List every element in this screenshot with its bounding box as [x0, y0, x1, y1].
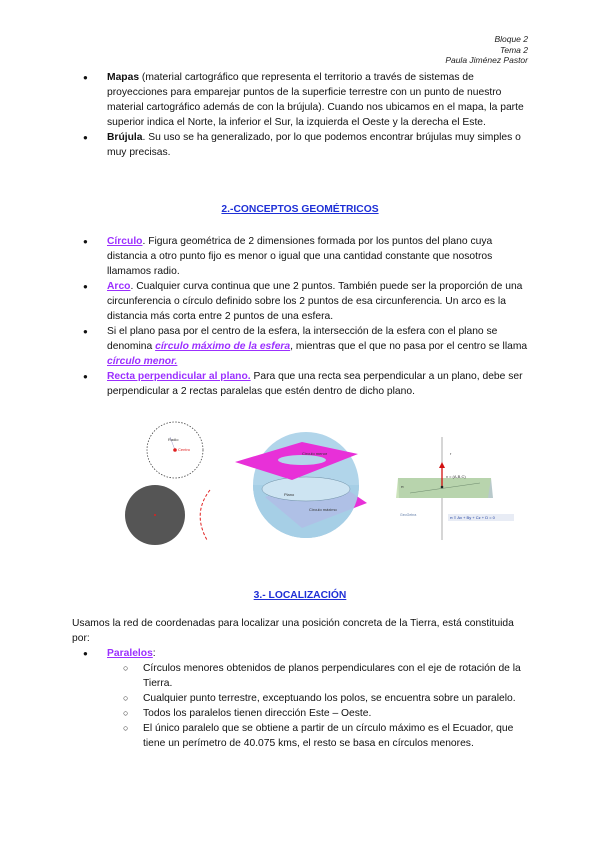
- header-block: Bloque 2: [494, 34, 528, 44]
- term-recta: Recta perpendicular al plano.: [107, 371, 251, 382]
- term-circulo-maximo: círculo máximo de la esfera: [155, 341, 291, 352]
- label-ecuacion: π ≡ Ax + By + Cz + D = 0: [450, 515, 495, 520]
- sub-item: ○ Cualquier punto terrestre, exceptuando los polos, se encuentra sobre un paralelo.: [143, 691, 528, 706]
- label-radio: Radio: [168, 437, 179, 442]
- text-recta: Para que una recta sea perpendicular a un plano, debe ser perpendicular a 2 rectas paralelas que estén dentro de dicho plano.: [107, 371, 523, 397]
- header-topic: Tema 2: [499, 44, 528, 55]
- text-mapas: (material cartográfico que representa el territorio a través de sistemas de proyecciones para emparejar puntos de la superficie terrestre con un punto de nuestro material cartográfico además de con la brújula). Cuando nos ubicamos en el mapa, la parte superior indica el Norte, la inferior el Sur, la izquierda el Oeste y la derecha el Este.: [107, 72, 524, 128]
- plane-figure: [396, 437, 514, 540]
- text-plano-2: , mientras que el que no pasa por el centro se llama: [290, 341, 528, 352]
- label-pi: π: [401, 484, 404, 489]
- sub-item: ○ Círculos menores obtenidos de planos perpendiculares con el eje de rotación de la Tierra.: [143, 661, 528, 691]
- section3-intro: Usamos la red de coordenadas para localizar una posición concreta de la Tierra, está constituida por:: [72, 618, 514, 644]
- text-brujula: . Su uso se ha generalizado, por lo que podemos encontrar brújulas muy simples o muy precisas.: [107, 132, 521, 158]
- arc-shape: [200, 490, 210, 540]
- header-author: Paula Jiménez Pastor: [445, 55, 528, 65]
- term-brujula: Brújula: [107, 132, 143, 143]
- foot-point: [441, 486, 444, 489]
- term-paralelos: Paralelos: [107, 648, 153, 659]
- text-circulo: . Figura geométrica de 2 dimensiones formada por los puntos del plano cuya distancia a otro punto fijo es menor o igual que una cantidad constante que nosotros llamamos radio.: [107, 236, 493, 277]
- small-circle: [278, 455, 326, 465]
- circle-figure: [125, 422, 210, 545]
- sub-item: ○ Todos los paralelos tienen dirección Este – Oeste.: [143, 706, 528, 721]
- term-circulo: Círculo: [107, 236, 143, 247]
- label-circulo-maximo: Círculo máximo: [309, 507, 337, 512]
- label-vector: v = (A,B,C): [446, 474, 466, 479]
- label-geogebra: GeoGebra: [400, 513, 417, 517]
- term-arco: Arco: [107, 281, 131, 292]
- label-r: r: [450, 451, 452, 456]
- label-centro: Centro: [178, 447, 191, 452]
- sub-item: ○ El único paralelo que se obtiene a partir de un círculo máximo es el Ecuador, que tiene un perímetro de 40.075 kms, el resto se basa en círculos menores.: [143, 721, 528, 751]
- section2-heading: 2.-CONCEPTOS GEOMÉTRICOS: [221, 204, 379, 215]
- text-plano-1: Si el plano pasa por el centro de la esfera, la intersección de la esfera con el plano se denomina: [107, 326, 498, 352]
- center-dot: [173, 448, 177, 452]
- sphere-figure: [235, 432, 367, 538]
- vector-arrowhead: [439, 462, 445, 468]
- text-arco: . Cualquier curva continua que une 2 puntos. También puede ser la proporción de una circunferencia o círculo definido sobre los 2 puntos de esa circunferencia. Un arco es la distancia más corta entre 2 puntos de una esfera.: [107, 281, 523, 322]
- term-mapas: Mapas: [107, 72, 140, 83]
- label-plano: Plano: [284, 492, 295, 497]
- label-circulo-menor: Círculo menor: [302, 451, 328, 456]
- term-circulo-menor: círculo menor.: [107, 356, 178, 367]
- paralelos-colon: :: [152, 648, 156, 659]
- filled-circle-center: [154, 514, 156, 516]
- section3-heading: 3.- LOCALIZACIÓN: [253, 590, 347, 601]
- great-circle: [262, 477, 350, 501]
